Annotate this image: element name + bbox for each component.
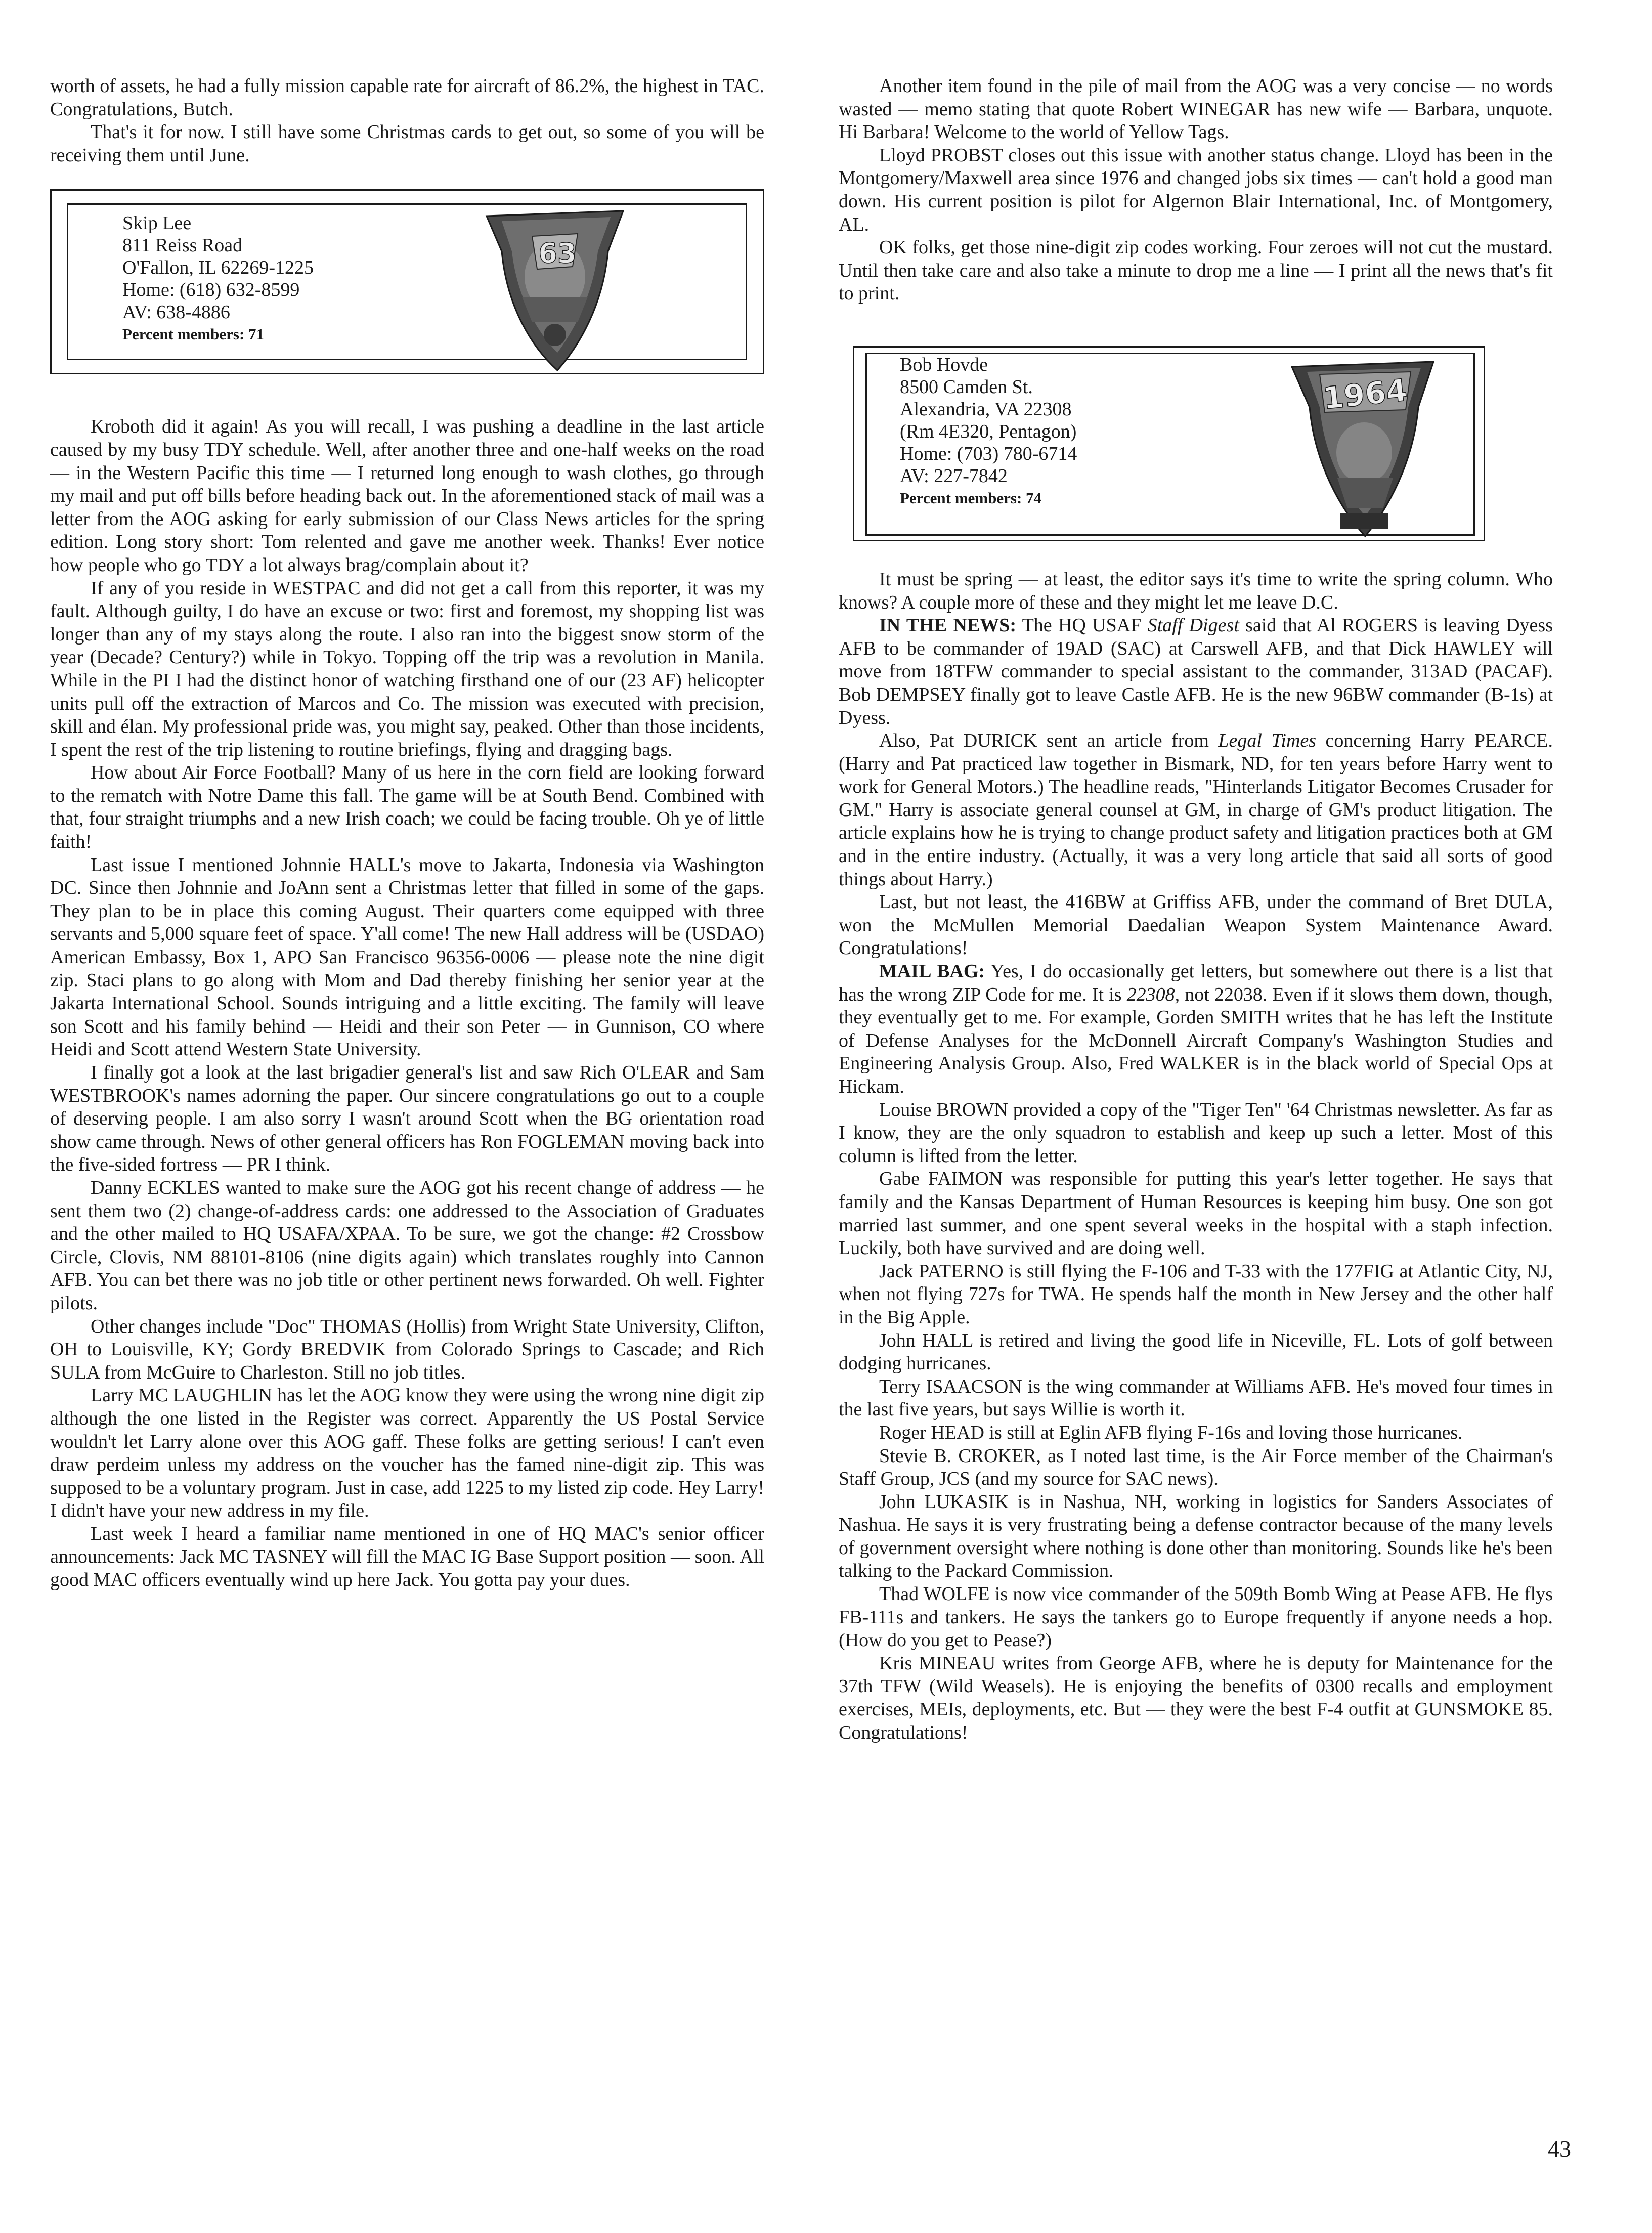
address-line: O'Fallon, IL 62269-1225: [122, 257, 314, 279]
paragraph: Last issue I mentioned Johnnie HALL's move to Jakarta, Indonesia via Washington DC. Since then Johnnie and JoAnn sent a Christmas letter that filled in some of the gaps. They plan to be in place this coming August. Their quarters come equipped with three servants and 5,000 square feet of space. Y'all come! The new Hall address will be (USDAO) American Embassy, Box 1, APO San Francisco 96356-0006 — please note the nine digit zip. Staci plans to go along with Mom and Dad thereby finishing her senior year at the Jakarta International School. Sounds intriguing and a little exciting. The family will leave son Scott and his family behind — Heidi and their son Peter — in Gunnison, CO where Heidi and Scott attend Western State University.: [50, 854, 764, 1060]
class-crest-63: [482, 206, 628, 373]
paragraph: OK folks, get those nine-digit zip codes working. Four zeroes will not cut the mustard. Until then take care and also take a minute to drop me a line — I print all the news that's fit to print.: [839, 237, 1553, 305]
address-line: Bob Hovde: [900, 354, 988, 375]
paragraph: Kroboth did it again! As you will recall, I was pushing a deadline in the last article caused by my busy TDY schedule. Well, after another three and one-half weeks on the road — in the Western Pacific this time — I returned long enough to wash clothes, go through my mail and put off bills before heading back out. In the aforementioned stack of mail was a letter from the AOG asking for early submission of our Class News articles for the spring edition. Long story short: Tom relented and gave me another week. Thanks! Ever notice how people who go TDY a lot always brag/complain about it?: [50, 416, 764, 576]
address-line: Home: (703) 780-6714: [900, 443, 1077, 464]
paragraph: It must be spring — at least, the editor says it's time to write the spring column. Who knows? A couple more of these and they might let me leave D.C.: [839, 568, 1553, 613]
right-column: [839, 75, 1553, 1744]
address-line: AV: 638-4886: [122, 302, 230, 323]
paragraph: Danny ECKLES wanted to make sure the AOG got his recent change of address — he sent them two (2) change-of-address cards: one addressed to the Association of Graduates and the other mailed to HQ USAFA/XPAA. To be sure, we got the change: #2 Crossbow Circle, Clovis, NM 88101-8106 (nine digits again) which translates roughly into Cannon AFB. You can bet there was no job title or other pertinent news forwarded. Oh well. Fighter pilots.: [50, 1177, 764, 1314]
paragraph: Last, but not least, the 416BW at Griffiss AFB, under the command of Bret DULA, won the McMullen Memorial Daedalian Weapon System Maintenance Award. Congratulations!: [839, 891, 1553, 959]
address-block: [122, 212, 314, 346]
percent-members: Percent members: 71: [122, 325, 265, 343]
crest-year-text: 63: [538, 237, 577, 270]
address-line: 8500 Camden St.: [900, 376, 1033, 398]
paragraph-in-the-news: IN THE NEWS: The HQ USAF Staff Digest said that Al ROGERS is leaving Dyess AFB to be commander of 19AD (SAC) at Carswell AFB, and that Dick HAWLEY will move from 18TFW commander to special assistant to the commander, 313AD (PACAF). Bob DEMPSEY finally got to leave Castle AFB. He is the new 96BW commander (B-1s) at Dyess.: [839, 615, 1553, 728]
class-crest-1964: [1289, 357, 1436, 539]
section-heading: MAIL BAG:: [879, 961, 985, 982]
paragraph: That's it for now. I still have some Christmas cards to get out, so some of you will be receiving them until June.: [50, 121, 764, 166]
paragraph: worth of assets, he had a fully mission capable rate for aircraft of 86.2%, the highest in TAC. Congratulations, Butch.: [50, 75, 764, 120]
address-box-bob-hovde: [853, 346, 1485, 541]
percent-members: Percent members: 74: [900, 489, 1042, 507]
paragraph: Other changes include "Doc" THOMAS (Hollis) from Wright State University, Clifton, OH to Louisville, KY; Gordy BREDVIK from Colorado Springs to Cascade; and Rich SULA from McGuire to Charleston. Still no job titles.: [50, 1315, 764, 1383]
address-line: 811 Reiss Road: [122, 235, 243, 256]
paragraph: Stevie B. CROKER, as I noted last time, is the Air Force member of the Chairman's Staff Group, JCS (and my source for SAC news).: [839, 1445, 1553, 1490]
paragraph: Kris MINEAU writes from George AFB, where he is deputy for Maintenance for the 37th TFW (Wild Weasels). He is enjoying the benefits of 0300 recalls and employment exercises, MEIs, deployments, etc. But — they were the best F-4 outfit at GUNSMOKE 85. Congratulations!: [839, 1652, 1553, 1743]
paragraph: I finally got a look at the last brigadier general's list and saw Rich O'LEAR and Sam WESTBROOK's names adorning the paper. Our sincere congratulations go out to a couple of deserving people. I am also sorry I wasn't around Scott when the BG orientation road show came through. News of other general officers has Ron FOGLEMAN moving back into the five-sided fortress — PR I think.: [50, 1062, 764, 1176]
crest-year-text: 1964: [1321, 372, 1409, 417]
paragraph: John HALL is retired and living the good life in Niceville, FL. Lots of golf between dodging hurricanes.: [839, 1329, 1553, 1375]
paragraph-mail-bag: MAIL BAG: Yes, I do occasionally get letters, but somewhere out there is a list that has the wrong ZIP Code for me. It is 22308, not 22038. Even if it slows them down, though, they eventually get to me. For example, Gorden SMITH writes that he has left the Institute of Defense Analyses for the McDonnell Aircraft Company's Washington Studies and Engineering Analysis Group. Also, Fred WALKER is in the black world of Special Ops at Hickam.: [839, 961, 1553, 1097]
address-line: AV: 227-7842: [900, 465, 1008, 487]
section-heading: IN THE NEWS:: [879, 615, 1016, 636]
address-line: Alexandria, VA 22308: [900, 398, 1072, 420]
paragraph: How about Air Force Football? Many of us here in the corn field are looking forward to the rematch with Notre Dame this fall. The game will be at South Bend. Combined with that, four straight triumphs and a new Irish coach; we could be facing trouble. Oh ye of little faith!: [50, 762, 764, 853]
address-box-skip-lee: [50, 189, 764, 374]
paragraph: Jack PATERNO is still flying the F-106 and T-33 with the 177FIG at Atlantic City, NJ, when not flying 727s for TWA. He spends half the month in New Jersey and the other half in the Big Apple.: [839, 1260, 1553, 1328]
paragraph: Thad WOLFE is now vice commander of the 509th Bomb Wing at Pease AFB. He flys FB-111s and tankers. He says the tankers go to Europe frequently if anyone needs a hop. (How do you get to Pease?): [839, 1583, 1553, 1651]
address-line: Home: (618) 632-8599: [122, 279, 300, 301]
paragraph: Louise BROWN provided a copy of the "Tiger Ten" '64 Christmas newsletter. As far as I know, they are the only squadron to establish and keep up such a letter. Most of this column is lifted from the letter.: [839, 1099, 1553, 1167]
paragraph: Terry ISAACSON is the wing commander at Williams AFB. He's moved four times in the last five years, but says Willie is worth it.: [839, 1376, 1553, 1421]
paragraph: Gabe FAIMON was responsible for putting this year's letter together. He says that family and the Kansas Department of Human Resources is keeping him busy. One son got married last summer, and one spent several weeks in the hospital with a staph infection. Luckily, both have survived and are doing well.: [839, 1168, 1553, 1259]
paragraph: John LUKASIK is in Nashua, NH, working in logistics for Sanders Associates of Nashua. He says it is very frustrating being a defense contractor because of the many levels of government oversight where nothing is done other than monitoring. Sounds like he's been talking to the Packard Commission.: [839, 1491, 1553, 1582]
address-block: [900, 354, 1077, 509]
page-number: 43: [1548, 2136, 1571, 2162]
left-column: [50, 75, 764, 1592]
paragraph: Also, Pat DURICK sent an article from Legal Times concerning Harry PEARCE. (Harry and Pat practiced law together in Bismark, ND, for ten years before Harry went to work for General Motors.) The headline reads, "Hinterlands Litigator Becomes Crusader for GM." Harry is associate general counsel at GM, in charge of GM's product litigation. The article explains how he is trying to change product safety and litigation practices both at GM and in the entire industry. (Actually, it was a very long article that said all sorts of good things about Harry.): [839, 730, 1553, 890]
paragraph: Roger HEAD is still at Eglin AFB flying F-16s and loving those hurricanes.: [879, 1422, 1463, 1443]
paragraph: Lloyd PROBST closes out this issue with another status change. Lloyd has been in the Montgomery/Maxwell area since 1976 and changed jobs six times — can't hold a good man down. His current position is pilot for Algernon Blair International, Inc. of Montgomery, AL.: [839, 144, 1553, 235]
paragraph: Another item found in the pile of mail from the AOG was a very concise — no words wasted — memo stating that quote Robert WINEGAR has new wife — Barbara, unquote. Hi Barbara! Welcome to the world of Yellow Tags.: [839, 75, 1553, 143]
address-line: (Rm 4E320, Pentagon): [900, 420, 1077, 442]
address-line: Skip Lee: [122, 212, 192, 234]
paragraph: If any of you reside in WESTPAC and did not get a call from this reporter, it was my fault. Although guilty, I do have an excuse or two: first and foremost, my shopping list was longer than any of my stays along the route. I also ran into the biggest snow storm of the year (Decade? Century?) while in Tokyo. Topping off the trip was a revolution in Manila. While in the PI I had the distinct honor of watching firsthand one of our (23 AF) helicopter units pull off the extraction of Marcos and Co. The mission was executed with precision, skill and élan. My professional pride was, you might say, peaked. Other than those incidents, I spent the rest of the trip listening to routine briefings, flying and dragging bags.: [50, 577, 764, 760]
paragraph: Last week I heard a familiar name mentioned in one of HQ MAC's senior officer announcements: Jack MC TASNEY will fill the MAC IG Base Support position — soon. All good MAC officers eventually wind up here Jack. You gotta pay your dues.: [50, 1523, 764, 1591]
paragraph: Larry MC LAUGHLIN has let the AOG know they were using the wrong nine digit zip although the one listed in the Register was correct. Apparently the US Postal Service wouldn't let Larry alone over this AOG gaff. These folks are getting serious! I can't even draw perdeim unless my address on the voucher has the famed nine-digit zip. This was supposed to be a voluntary program. Just in case, add 1225 to my listed zip code. Hey Larry! I didn't have your new address in my file.: [50, 1385, 764, 1522]
